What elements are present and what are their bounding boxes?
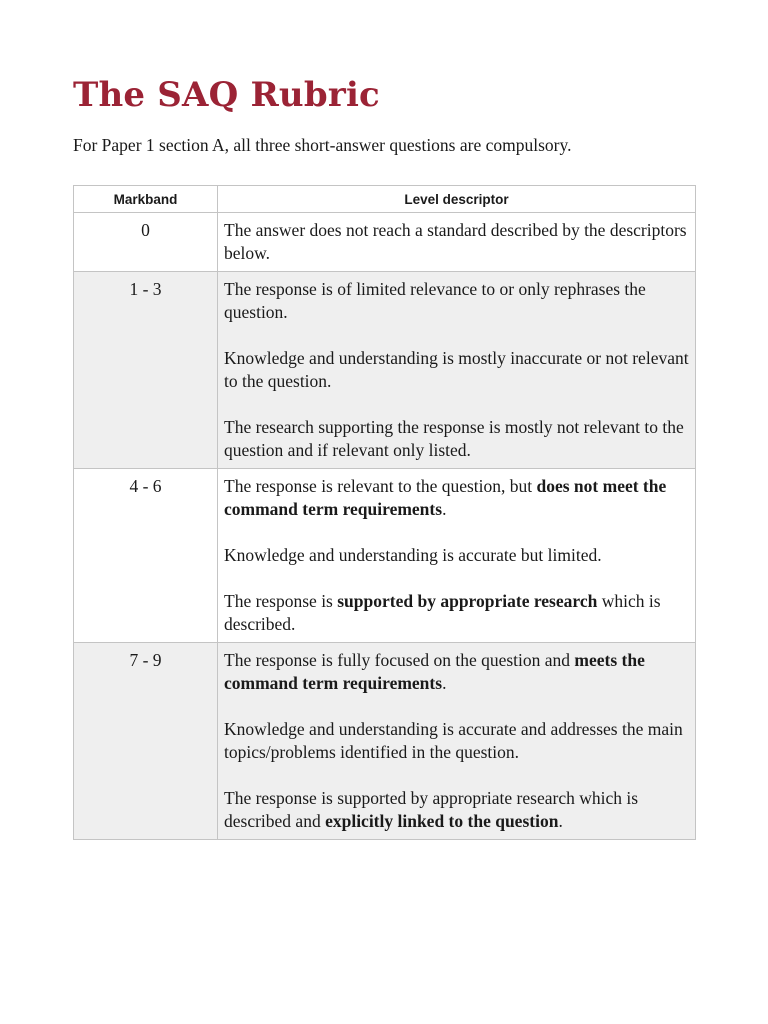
rubric-table bbox=[73, 185, 696, 840]
header-level-descriptor: Level descriptor bbox=[218, 186, 696, 213]
descriptor-paragraph bbox=[224, 347, 691, 393]
descriptor-paragraph bbox=[224, 544, 691, 567]
descriptor-text: Knowledge and understanding is mostly inaccurate or not relevant to the question. bbox=[224, 348, 689, 391]
level-descriptor-cell bbox=[218, 643, 696, 840]
descriptor-text: which is described. bbox=[224, 591, 661, 634]
descriptor-text: The response is relevant to the question, but bbox=[224, 476, 537, 496]
descriptor-text: The research supporting the response is mostly not relevant to the question and if relevant only listed. bbox=[224, 417, 684, 460]
level-descriptor-cell bbox=[218, 272, 696, 469]
rubric-body bbox=[74, 213, 696, 840]
descriptor-emphasis: does not meet the command term requirements bbox=[224, 476, 667, 519]
table-row bbox=[74, 643, 696, 840]
descriptor-text: Knowledge and understanding is accurate and addresses the main topics/problems identified in the question. bbox=[224, 719, 683, 762]
descriptor-text: . bbox=[558, 811, 563, 831]
descriptor-paragraph bbox=[224, 416, 691, 462]
table-row bbox=[74, 272, 696, 469]
level-descriptor-cell bbox=[218, 213, 696, 272]
intro-text: For Paper 1 section A, all three short-answer questions are compulsory. bbox=[73, 135, 572, 155]
page-title: The SAQ Rubric bbox=[73, 75, 380, 115]
descriptor-paragraph bbox=[224, 219, 691, 265]
descriptor-text: Knowledge and understanding is accurate but limited. bbox=[224, 545, 602, 565]
descriptor-paragraph bbox=[224, 475, 691, 521]
header-markband: Markband bbox=[74, 186, 218, 213]
descriptor-paragraph bbox=[224, 590, 691, 636]
markband-cell: 7 - 9 bbox=[74, 643, 218, 840]
descriptor-text: The answer does not reach a standard described by the descriptors below. bbox=[224, 220, 687, 263]
descriptor-paragraph bbox=[224, 278, 691, 324]
level-descriptor-cell bbox=[218, 469, 696, 643]
descriptor-emphasis: meets the command term requirements bbox=[224, 650, 645, 693]
table-row bbox=[74, 469, 696, 643]
markband-cell: 1 - 3 bbox=[74, 272, 218, 469]
descriptor-paragraph bbox=[224, 787, 691, 833]
table-row bbox=[74, 213, 696, 272]
descriptor-paragraph bbox=[224, 718, 691, 764]
markband-cell: 0 bbox=[74, 213, 218, 272]
descriptor-paragraph bbox=[224, 649, 691, 695]
descriptor-text: The response is bbox=[224, 591, 338, 611]
descriptor-text: The response is of limited relevance to or only rephrases the question. bbox=[224, 279, 646, 322]
descriptor-text: The response is supported by appropriate research which is described and bbox=[224, 788, 639, 831]
table-header-row bbox=[74, 186, 696, 213]
descriptor-text: . bbox=[442, 499, 447, 519]
descriptor-emphasis: explicitly linked to the question bbox=[325, 811, 559, 831]
descriptor-text: . bbox=[442, 673, 447, 693]
descriptor-text: The response is fully focused on the question and bbox=[224, 650, 575, 670]
markband-cell: 4 - 6 bbox=[74, 469, 218, 643]
descriptor-emphasis: supported by appropriate research bbox=[337, 591, 598, 611]
